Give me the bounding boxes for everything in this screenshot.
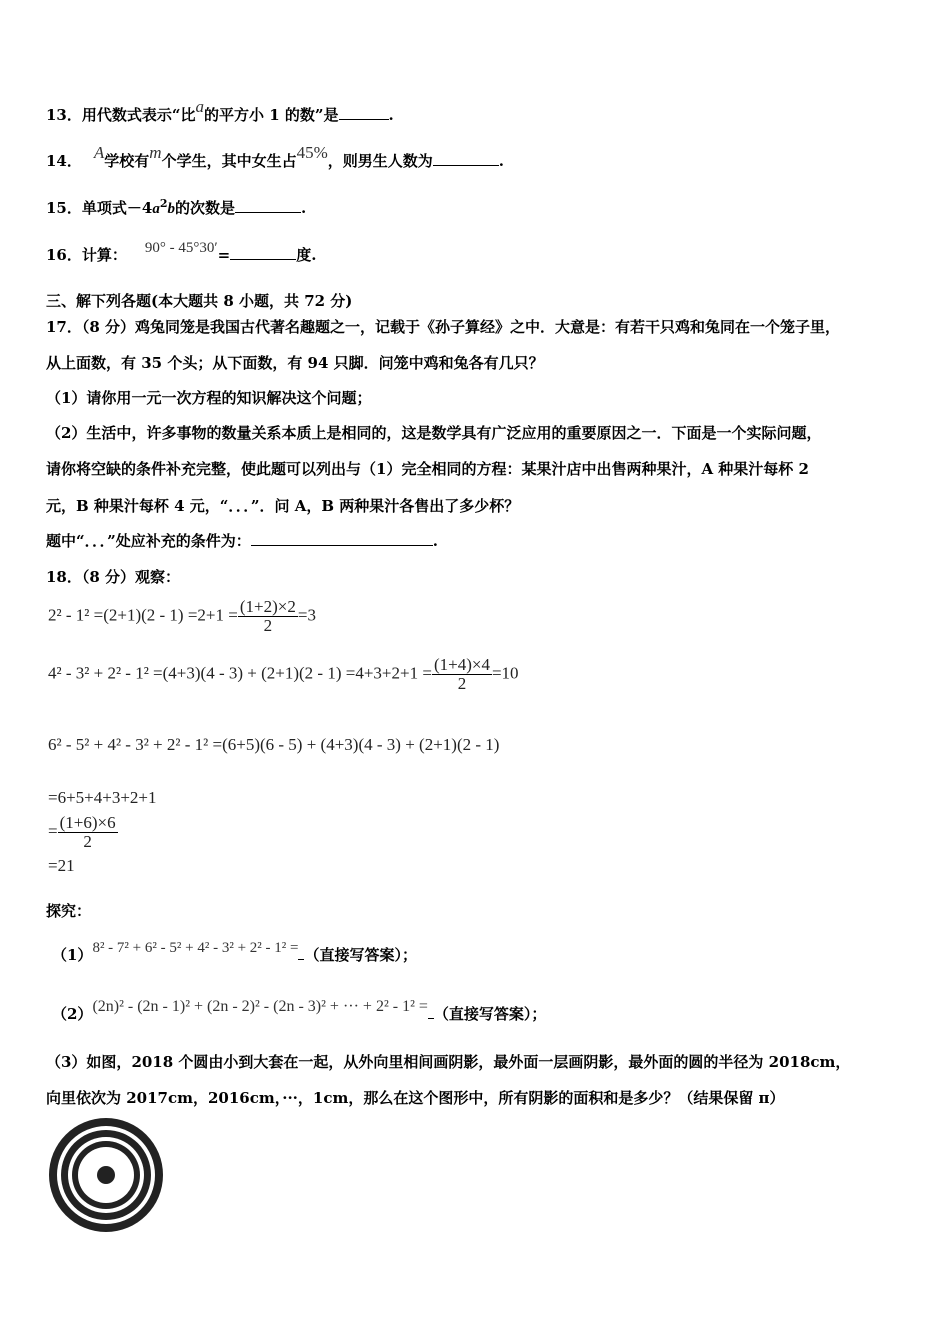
q17-part2-line1: （2）生活中，许多事物的数量关系本质上是相同的，这是数学具有广泛应用的重要原因之一．下面是一个实际问题， bbox=[46, 424, 822, 442]
section-title: 三、解下列各题(本大题共 8 小题，共 72 分) bbox=[46, 292, 353, 310]
q18-heading: 18．（8 分）观察： bbox=[46, 568, 181, 586]
fraction bbox=[238, 598, 298, 635]
fraction bbox=[432, 656, 492, 693]
variable-A: A bbox=[93, 143, 105, 162]
q18-equation-3: 6² - 5² + 4² - 3² + 2² - 1² =(6+5)(6 - 5) + (4+3)(4 - 3) + (2+1)(2 - 1) bbox=[48, 735, 500, 754]
question-number: 16． bbox=[46, 246, 82, 264]
variable-m: m bbox=[149, 143, 162, 162]
question-number: 13． bbox=[46, 106, 82, 124]
q18-part3-line2: 向里依次为 2017cm，2016cm，···，1cm，那么在这个图形中，所有阴影的面积和是多少？（结果保留 π） bbox=[46, 1089, 785, 1107]
numerator: (1+2)×2 bbox=[239, 597, 296, 616]
question-text: 学校有 bbox=[104, 152, 150, 170]
denominator: 2 bbox=[457, 674, 467, 693]
question-text: 个学生，其中女生占 bbox=[161, 152, 297, 170]
question-number: 15． bbox=[46, 199, 82, 217]
question-16 bbox=[46, 240, 317, 265]
variable-a: a bbox=[152, 201, 160, 217]
equals-sign: = bbox=[217, 246, 231, 264]
answer-blank bbox=[235, 212, 301, 213]
part-label: （1） bbox=[52, 946, 93, 964]
q17-line1: 17．（8 分）鸡兔同笼是我国古代著名趣题之一，记载于《孙子算经》之中．大意是：有若干只鸡和兔同在一个笼子里， bbox=[46, 318, 841, 336]
question-text: 题中“．．．”处应补充的条件为： bbox=[46, 532, 251, 550]
denominator: 2 bbox=[263, 616, 273, 635]
question-13 bbox=[46, 97, 394, 125]
answer-blank bbox=[251, 545, 433, 546]
period: . bbox=[388, 106, 394, 124]
fraction bbox=[58, 814, 118, 851]
q17-part1: （1）请你用一元一次方程的知识解决这个问题； bbox=[46, 389, 372, 407]
question-14 bbox=[46, 143, 504, 171]
answer-blank bbox=[339, 119, 389, 120]
question-text: （直接写答案）； bbox=[304, 946, 417, 964]
concentric-circles-figure bbox=[46, 1117, 166, 1237]
question-text: 的平方小 1 的数”是 bbox=[204, 106, 339, 124]
question-number: 14． bbox=[46, 152, 82, 170]
question-text: 用代数式表示“比 bbox=[81, 106, 196, 124]
answer-blank bbox=[230, 259, 296, 260]
q17-part2-line2: 请你将空缺的条件补充完整，使此题可以列出与（1）完全相同的方程：某果汁店中出售两种果汁，A 种果汁每杯 2 bbox=[46, 460, 809, 478]
equals-sign: = bbox=[48, 821, 58, 841]
period: . bbox=[498, 152, 504, 170]
question-text: 单项式－4 bbox=[81, 199, 153, 217]
math-expression: 8² - 7² + 6² - 5² + 4² - 3² + 2² - 1² = bbox=[92, 940, 299, 956]
numerator: (1+4)×4 bbox=[433, 655, 490, 674]
equation-text: =3 bbox=[297, 605, 316, 625]
question-text: ，则男生人数为 bbox=[327, 152, 433, 170]
part-label: （2） bbox=[52, 1005, 93, 1023]
period: . bbox=[432, 532, 438, 550]
q18-equation-3b: =6+5+4+3+2+1 bbox=[48, 788, 157, 807]
q18-equation-3c bbox=[48, 814, 118, 851]
q18-equation-2 bbox=[48, 656, 519, 693]
q17-part2-line3: 元，B 种果汁每杯 4 元，“．．．”．问 A，B 两种果汁各售出了多少杯？ bbox=[46, 497, 520, 515]
period: . bbox=[300, 199, 307, 217]
q18-equation-1 bbox=[48, 598, 316, 635]
math-expression: (2n)² - (2n - 1)² + (2n - 2)² - (2n - 3)² + ··· + 2² - 1² = bbox=[92, 998, 428, 1015]
question-15 bbox=[46, 197, 306, 218]
q17-part2-line4 bbox=[46, 530, 438, 551]
question-text: 计算： bbox=[81, 246, 127, 264]
variable-a: a bbox=[195, 97, 205, 116]
unit-text: 度. bbox=[296, 246, 317, 264]
question-text: 的次数是 bbox=[174, 199, 235, 217]
circle-center bbox=[97, 1166, 115, 1184]
percent-value: 45% bbox=[296, 143, 328, 162]
equation-text: 2² - 1² =(2+1)(2 - 1) =2+1 = bbox=[48, 605, 238, 625]
equation-text: 4² - 3² + 2² - 1² =(4+3)(4 - 3) + (2+1)(2 - 1) =4+3+2+1 = bbox=[48, 663, 432, 683]
question-text: （直接写答案）； bbox=[433, 1005, 547, 1023]
answer-blank bbox=[433, 165, 499, 166]
q18-equation-3d: =21 bbox=[48, 856, 75, 875]
angle-expression: 90° - 45°30′ bbox=[144, 240, 218, 256]
explore-heading: 探究： bbox=[46, 902, 92, 920]
numerator: (1+6)×6 bbox=[59, 813, 116, 832]
denominator: 2 bbox=[83, 832, 92, 851]
q18-part3-line1: （3）如图，2018 个圆由小到大套在一起，从外向里相间画阴影，最外面一层画阴影，最外面的圆的半径为 2018cm， bbox=[46, 1053, 851, 1071]
q18-part1 bbox=[52, 940, 417, 965]
exponent: 2 bbox=[159, 197, 168, 210]
q17-line2: 从上面数，有 35 个头；从下面数，有 94 只脚．问笼中鸡和兔各有几只？ bbox=[46, 354, 544, 372]
equation-text: =10 bbox=[491, 663, 519, 683]
variable-b: b bbox=[167, 201, 175, 217]
q18-part2 bbox=[52, 998, 547, 1024]
